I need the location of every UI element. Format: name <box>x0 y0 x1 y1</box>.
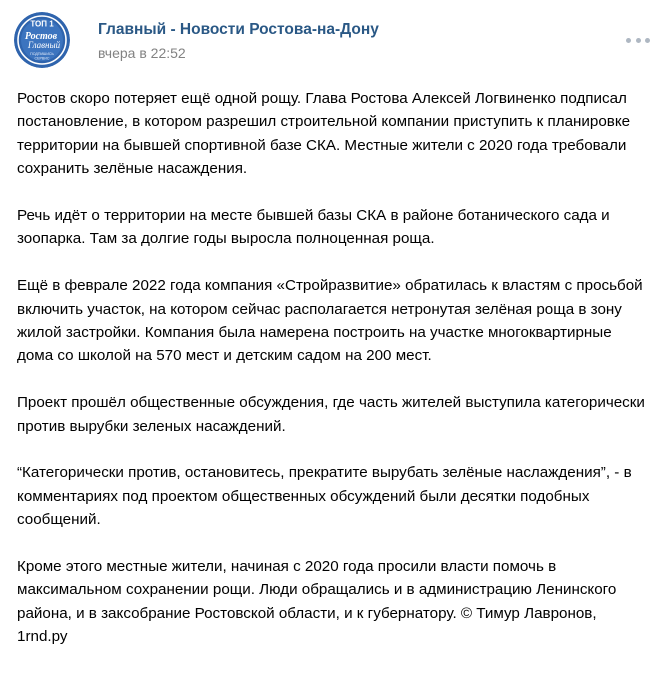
post-paragraph: “Категорически против, остановитесь, прекратите вырубать зелёные наслаждения”, - в комментариях под проектом общественных обсуждений были десятки подобных сообщений. <box>17 464 632 529</box>
avatar-logo-line1: Ростов <box>24 31 58 42</box>
dot <box>626 38 631 43</box>
post-header <box>14 12 654 68</box>
avatar-bottom-line2: СЕРВИС <box>34 56 50 61</box>
post-date-link[interactable]: вчера в 22:52 <box>98 45 186 61</box>
post-text <box>17 87 647 649</box>
more-horizontal-icon[interactable] <box>626 34 650 46</box>
post-paragraph: Ещё в феврале 2022 года компания «Стройразвитие» обратилась к властям с просьбой включить участок, на котором сейчас располагается нетронутая зелёная роща в зону жилой застройки. Компания была намерена построить на участке многоквартирные дома со школой на 570 мест и детским садом на 200 мест. <box>17 277 643 365</box>
post-paragraph: Речь идёт о территории на месте бывшей базы СКА в районе ботанического сада и зоопарка. Там за долгие годы выросла полноценная роща. <box>17 207 610 248</box>
dot <box>645 38 650 43</box>
avatar-logo-line2: Главный <box>27 40 61 50</box>
post-meta <box>98 20 379 62</box>
avatar-logo-icon <box>14 12 70 68</box>
dot <box>636 38 641 43</box>
post-paragraph: Кроме этого местные жители, начиная с 2020 года просили власти помочь в максимальном сохранении рощи. Люди обращались и в администрацию Ленинского района, и в заксобрание Ростовской области, и к губернатору. © Тимур Лавронов, 1rnd.ру <box>17 558 617 646</box>
avatar-top-text: ТОП 1 <box>30 19 54 29</box>
avatar-bottom-line1: ПОДПИШИСЬ <box>30 52 54 56</box>
post-paragraph: Проект прошёл общественные обсуждения, где часть жителей выступила категорически против вырубки зеленых насаждений. <box>17 394 645 435</box>
community-avatar[interactable] <box>14 12 70 68</box>
community-name-link[interactable]: Главный - Новости Ростова-на-Дону <box>98 21 379 38</box>
post-paragraph: Ростов скоро потеряет ещё одной рощу. Глава Ростова Алексей Логвиненко подписал постановление, в котором разрешил строительной компании приступить к планировке территории на бывшей спортивной базе СКА. Местные жители с 2020 года требовали сохранить зелёные насаждения. <box>17 90 631 178</box>
